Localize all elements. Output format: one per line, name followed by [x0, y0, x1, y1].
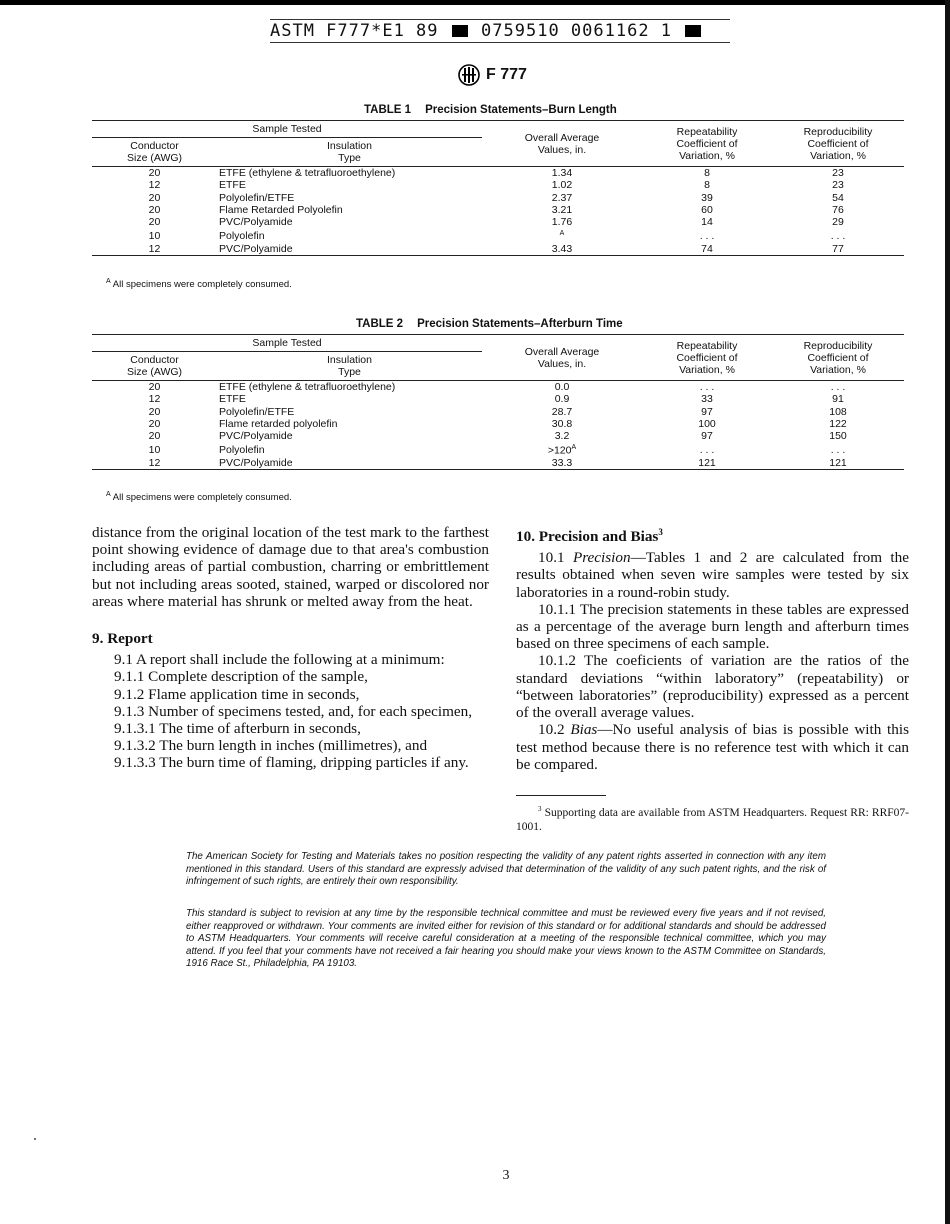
table-row: 20 Flame Retarded Polyolefin 3.21 60 76 — [148, 204, 844, 217]
code-block-mark — [452, 25, 468, 37]
table2-insulation-header: Insulation Type — [217, 352, 482, 381]
table-row: 12 PVC/Polyamide 33.3 121 121 — [92, 457, 904, 470]
table-row: 20 Flame retarded polyolefin 30.8 100 122 — [148, 418, 847, 431]
code-part-a: ASTM F777*E1 89 — [270, 21, 439, 41]
report-item: 9.1.2 Flame application time in seconds, — [114, 685, 360, 703]
revision-notice: This standard is subject to revision at any time by the responsible technical committee and must be reviewed every five years and if not revised, either reapproved or withdrawn. Your comments are invited either for revision of this standard or for additional standards and should be addressed to ASTM Headquarters. Your comments will receive careful consideration at a meeting of the responsible technical committee, which you may attend. If you feel that your comments have not received a fair hearing you should make your views known to the ASTM Committee on Standards, 1916 Race St., Philadelphia, PA 19103. — [186, 908, 826, 969]
table1-conductor-header: Conductor Size (AWG) — [92, 138, 217, 167]
table2-avg-header: Overall Average Values, in. — [482, 335, 642, 381]
table-row: 12 ETFE 0.9 33 91 — [148, 393, 844, 406]
table2-caption — [356, 318, 623, 330]
bias-paragraph: 10.2 Bias—No useful analysis of bias is possible with this test method because there is no reference test with which it can be compared. — [516, 721, 909, 773]
report-item: 9.1.3.1 The time of afterburn in seconds, — [114, 720, 361, 738]
table-row: 12 ETFE 1.02 8 23 — [148, 179, 844, 192]
table1-caption — [364, 104, 617, 116]
table-row: 20 Polyolefin/ETFE 28.7 97 108 — [148, 405, 847, 418]
scan-top-edge — [0, 0, 950, 5]
damage-definition-paragraph: distance from the original location of the test mark to the farthest point showing evidence of damage due to that area's combustion including areas of partial combustion, charring or embrittlement but not including areas sooted, stained, warped or discolored nor areas where material has shrunk or melted away from the heat. — [92, 524, 489, 610]
astm-logo-icon — [458, 64, 480, 86]
table-row: 20 ETFE (ethylene & tetrafluoroethylene) 0.0 . . . . . . — [148, 381, 846, 394]
table2-title: Precision Statements–Afterburn Time — [417, 318, 623, 330]
table1-avg-header: Overall Average Values, in. — [482, 121, 642, 167]
table1-title: Precision Statements–Burn Length — [425, 104, 617, 116]
table2-label: TABLE 2 — [356, 318, 404, 330]
precision-paragraph: 10.1 Precision—Tables 1 and 2 are calculated from the results obtained when seven wire samples were tested by six laboratories in a round-robin study. — [516, 549, 909, 601]
report-item: 9.1.3.3 The burn time of flaming, dripping particles if any. — [114, 754, 469, 772]
scan-right-edge — [945, 0, 950, 1224]
table-row: 20 PVC/Polyamide 3.2 97 150 — [148, 430, 847, 443]
table2-sample-tested-header: Sample Tested — [92, 335, 482, 352]
table2-reproducibility-header: Reproducibility Coefficient of Variation, % — [772, 335, 904, 381]
table-row: 10 Polyolefin $^A$ . . . . . . — [148, 229, 846, 242]
table-row: 20 Polyolefin/ETFE 2.37 39 54 — [148, 191, 844, 204]
table1-label: TABLE 1 — [364, 104, 412, 116]
precision-detail-paragraph: 10.1.1 The precision statements in these tables are expressed as a percentage of the average burn length and afterburn times based on three specimens of each sample. — [516, 600, 909, 653]
table1-sample-tested-header: Sample Tested — [92, 121, 482, 138]
report-heading: 9. Report — [92, 630, 153, 648]
report-item: 9.1 A report shall include the following at a minimum: — [114, 651, 445, 669]
designation-header — [458, 64, 527, 86]
table2-repeatability-header: Repeatability Coefficient of Variation, % — [642, 335, 772, 381]
table2-conductor-header: Conductor Size (AWG) — [92, 352, 217, 381]
table-row: 20 ETFE (ethylene & tetrafluoroethylene) 1.34 8 23 — [148, 167, 844, 180]
report-item: 9.1.1 Complete description of the sample, — [114, 668, 368, 686]
patent-notice: The American Society for Testing and Materials takes no position respecting the validity of any patent rights asserted in connection with any item mentioned in this standard. Users of this standard are expressly advised that determination of the validity of any such patent rights, and the risk of infringement of such rights, are entirely their own responsibility. — [186, 851, 826, 887]
coefficient-paragraph: 10.1.2 The coeficients of variation are the ratios of the standard deviations “within laboratory” (repeatability) or “between laboratories” (reproducibility) expressed as a percent of the overall average values. — [516, 652, 909, 722]
table-row: 20 PVC/Polyamide 1.76 14 29 — [148, 216, 844, 229]
page-number: 3 — [502, 1168, 510, 1183]
supporting-data-footnote: $^3$ Supporting data are available from ASTM Headquarters. Request RR: RRF07-1001. — [516, 804, 910, 833]
code-block-mark — [685, 25, 701, 37]
designation-number: F 777 — [486, 66, 527, 83]
footnote-rule — [516, 795, 606, 796]
code-part-b: 0759510 0061162 1 — [481, 21, 673, 41]
document-code-header — [270, 19, 730, 43]
precision-bias-heading: 10. Precision and Bias$^3$ — [516, 527, 663, 546]
table-row: 10 Polyolefin $>120^A$ . . . . . . — [148, 443, 846, 457]
table1-insulation-header: Insulation Type — [217, 138, 482, 167]
scan-speck — [34, 1138, 36, 1140]
table2-afterburn-time — [92, 334, 904, 470]
table1-footnote: $^A$ All specimens were completely consumed. — [106, 278, 292, 291]
table1-burn-length — [92, 120, 904, 256]
report-item: 9.1.3 Number of specimens tested, and, for each specimen, — [114, 702, 473, 720]
table-row: 12 PVC/Polyamide 3.43 74 77 — [92, 243, 904, 256]
left-column — [92, 524, 489, 772]
right-column — [516, 524, 909, 834]
table2-footnote: $^A$ All specimens were completely consumed. — [106, 491, 292, 504]
report-item: 9.1.3.2 The burn length in inches (millimetres), and — [114, 737, 428, 755]
table1-repeatability-header: Repeatability Coefficient of Variation, % — [642, 121, 772, 167]
table1-reproducibility-header: Reproducibility Coefficient of Variation, % — [772, 121, 904, 167]
